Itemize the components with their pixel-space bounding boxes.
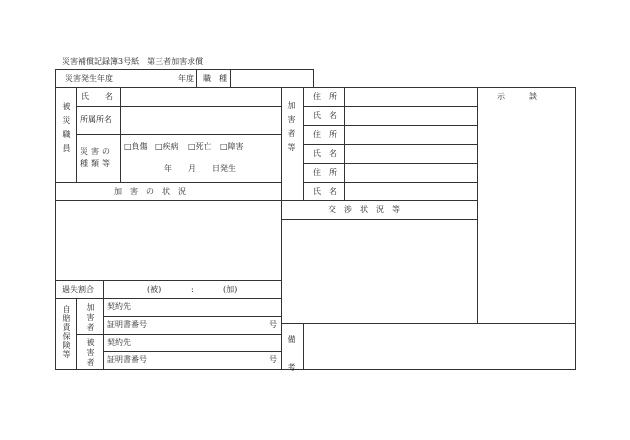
perp-address-2-label: 住 所: [313, 130, 337, 139]
perp-name-1-label: 氏 名: [313, 111, 337, 120]
occurrence-date: 年 月 日発生: [164, 164, 236, 173]
form-title: 災害補償記録簿3号紙 第三者加害求償: [62, 57, 204, 66]
option-injury[interactable]: □負傷: [124, 142, 148, 151]
fault-ratio-label: 過失割合: [62, 285, 94, 294]
job-type-label: 職 種: [203, 74, 227, 83]
perp-cert-label: 証明書番号: [107, 320, 147, 329]
affiliation-label: 所属所名: [80, 115, 112, 124]
fault-ratio-perpetrator: (加): [223, 285, 238, 294]
job-type-field[interactable]: [232, 70, 312, 86]
option-death[interactable]: □死亡: [188, 142, 212, 151]
perp-cert-suffix: 号: [269, 320, 277, 329]
affiliation-field[interactable]: [122, 107, 280, 133]
perp-address-3-label: 住 所: [313, 168, 337, 177]
perp-address-1-field[interactable]: [346, 88, 476, 105]
perpetrator-side-label: 加害者等: [287, 101, 296, 157]
occurrence-year-label: 災害発生年度: [65, 74, 113, 83]
negotiation-label: 交 渉 状 況 等: [328, 205, 400, 214]
insurance-perpetrator-label: 加害者: [86, 303, 95, 333]
insurance-side-label: 自賠責保険等: [62, 305, 71, 359]
perp-address-2-field[interactable]: [346, 126, 476, 143]
victim-contract-label: 契約先: [107, 338, 131, 347]
victim-name-label: 氏 名: [81, 92, 113, 101]
remarks-field[interactable]: [305, 325, 574, 368]
victim-name-field[interactable]: [122, 88, 280, 105]
perp-name-3-label: 氏 名: [313, 187, 337, 196]
year-label: 年度: [178, 74, 194, 83]
disaster-type-label: [80, 146, 118, 170]
victim-side-label: 被災職員: [62, 102, 71, 158]
fault-ratio-victim: (被): [147, 285, 162, 294]
option-illness[interactable]: □疾病: [155, 142, 179, 151]
occurrence-year-field[interactable]: [130, 70, 175, 86]
remarks-label: 備 考: [287, 335, 296, 377]
insurance-victim-label: 被害者: [86, 338, 95, 368]
option-disability[interactable]: □障害: [220, 142, 244, 151]
perp-name-2-label: 氏 名: [313, 149, 337, 158]
perp-contract-label: 契約先: [107, 302, 131, 311]
perp-address-1-label: 住 所: [313, 92, 337, 101]
disaster-type-label-text: 災害の種類等: [80, 147, 113, 168]
perp-address-3-field[interactable]: [346, 164, 476, 181]
negotiation-field[interactable]: [283, 221, 476, 322]
perp-name-2-field[interactable]: [346, 145, 476, 162]
victim-cert-label: 証明書番号: [107, 355, 147, 364]
perp-name-1-field[interactable]: [346, 107, 476, 124]
perp-name-3-field[interactable]: [346, 183, 476, 199]
settlement-field[interactable]: [479, 106, 574, 322]
fault-ratio-separator: :: [191, 285, 194, 294]
victim-cert-suffix: 号: [269, 355, 277, 364]
settlement-label: 示 談: [497, 92, 537, 101]
damage-situation-field[interactable]: [57, 202, 279, 279]
damage-situation-label: 加 害 の 状 況: [114, 187, 186, 196]
